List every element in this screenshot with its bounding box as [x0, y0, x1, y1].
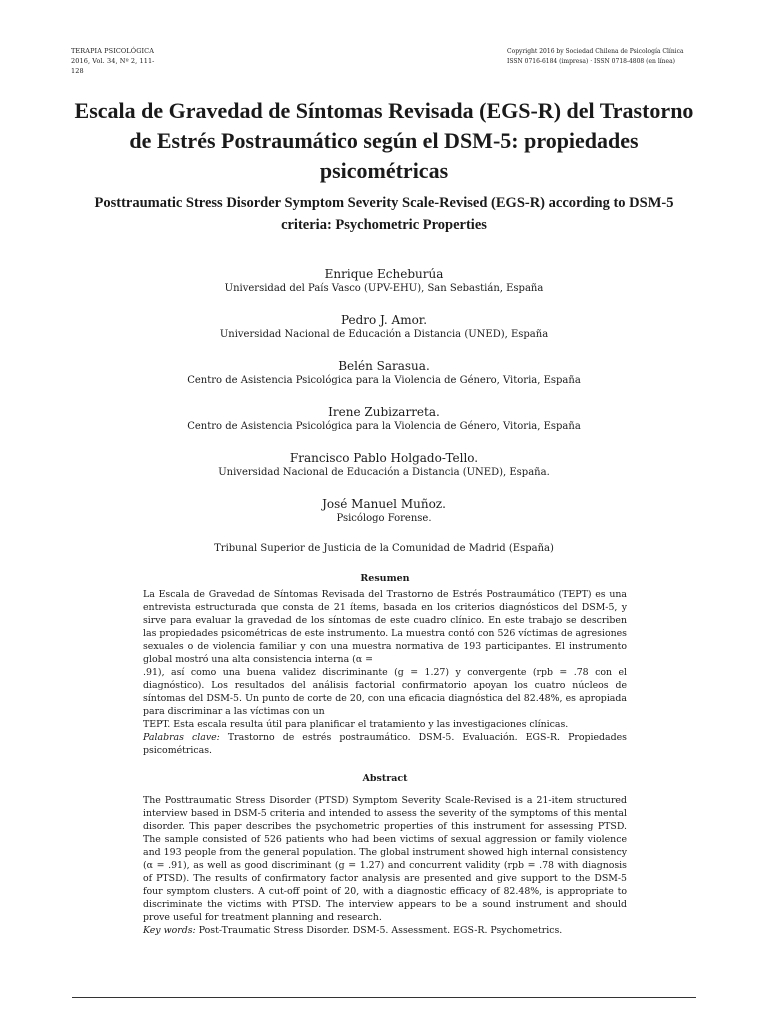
- title-english: Posttraumatic Stress Disorder Symptom Severity Scale-Revised (EGS-R) according to DSM-5 criteria: Psychometric Properties: [94, 195, 674, 233]
- keywords-label: Palabras clave:: [143, 732, 220, 743]
- author-affiliation: Universidad del País Vasco (UPV-EHU), San Sebastián, España: [224, 283, 544, 294]
- copyright-line: Copyright 2016 by Sociedad Chilena de Psicología Clínica: [507, 48, 684, 55]
- tribunal-affiliation: Tribunal Superior de Justicia de la Comunidad de Madrid (España): [214, 543, 554, 554]
- author-name: José Manuel Muñoz.: [322, 497, 446, 511]
- author-name: Belén Sarasua.: [338, 359, 430, 373]
- keywords-text: Trastorno de estrés postraumático. DSM-5. Evaluación. EGS-R. Propiedades psicométricas.: [143, 732, 627, 756]
- abstract-heading: Abstract: [362, 773, 408, 784]
- resumen-paragraph: .91), así como una buena validez discriminante (g = 1.27) y convergente (rpb = .78 con el diagnóstico). Los resultados del análisis factorial confirmatorio apoyan los cuatro núcleos de síntomas del DSM-5. Un punto de corte de 20, con una eficacia diagnóstica del 82.48%, es apropiada para discriminar a las víctimas con un: [143, 667, 627, 717]
- keywords-label: Key words:: [143, 925, 196, 936]
- author-name: Enrique Echeburúa: [324, 267, 444, 281]
- abstract-keywords: [143, 924, 627, 937]
- author-name: Pedro J. Amor.: [340, 313, 428, 327]
- abstract-paragraph: The Posttraumatic Stress Disorder (PTSD) Symptom Severity Scale-Revised is a 21-item structured interview based in DSM-5 criteria and intended to assess the severity of the symptoms of this mental disorder. This paper describes the psychometric properties of this instrument for assessing PTSD. The sample consisted of 526 patients who had been victims of sexual aggression or family violence and 193 people from the general population. The global instrument showed high internal consistency (α = .91), as well as good discriminant (g = 1.27) and concurrent validity (rpb = .78 with diagnosis of PTSD). The results of confirmatory factor analysis are presented and give support to the DSM-5 four symptom clusters. A cut-off point of 20, with a diagnostic efficacy of 82.48%, is appropriate to discriminate the victims with PTSD. The interview appears to be a sound instrument and should prove useful for treatment planning and research.: [143, 795, 627, 923]
- issn-line: ISSN 0716-6184 (impresa) · ISSN 0718-4808 (en línea): [507, 58, 675, 65]
- author-name: Irene Zubizarreta.: [328, 405, 440, 419]
- resumen-heading: Resumen: [360, 573, 410, 584]
- author-name: Francisco Pablo Holgado-Tello.: [289, 451, 479, 465]
- resumen-paragraph: La Escala de Gravedad de Síntomas Revisada del Trastorno de Estrés Postraumático (TEPT) es una entrevista estructurada que consta de 21 ítems, basada en los criterios diagnósticos del DSM-5, y sirve para evaluar la gravedad de los síntomas de este cuadro clínico. En este trabajo se describen las propiedades psicométricas de este instrumento. La muestra contó con 526 víctimas de agresiones sexuales o de violencia familiar y con una muestra normativa de 193 participantes. El instrumento global mostró una alta consistencia interna (α =: [143, 589, 627, 665]
- abstract-body: [143, 794, 627, 937]
- journal-volume: 2016, Vol. 34, Nº 2, 111-128: [71, 57, 155, 75]
- copyright-header: [507, 47, 697, 67]
- resumen-paragraph: TEPT. Esta escala resulta útil para planificar el tratamiento y las investigaciones clínicas.: [143, 719, 569, 730]
- title-spanish: Escala de Gravedad de Síntomas Revisada (EGS-R) del Trastorno de Estrés Postraumático según el DSM-5: propiedades psicométricas: [74, 98, 694, 183]
- footer-rule: [72, 997, 696, 998]
- author-affiliation: Centro de Asistencia Psicológica para la Violencia de Género, Vitoria, España: [187, 421, 581, 432]
- author-affiliation: Centro de Asistencia Psicológica para la Violencia de Género, Vitoria, España: [187, 375, 581, 386]
- author-affiliation: Psicólogo Forense.: [336, 513, 432, 524]
- author-list: [70, 266, 698, 556]
- resumen-body: [143, 588, 627, 757]
- keywords-text: Post-Traumatic Stress Disorder. DSM-5. Assessment. EGS-R. Psychometrics.: [198, 925, 563, 936]
- resumen-keywords: [143, 731, 627, 757]
- author-affiliation: Universidad Nacional de Educación a Distancia (UNED), España: [219, 329, 549, 340]
- journal-header: [71, 46, 161, 76]
- author-affiliation: Universidad Nacional de Educación a Distancia (UNED), España.: [218, 467, 550, 478]
- journal-name: TERAPIA PSICOLÓGICA: [71, 47, 155, 55]
